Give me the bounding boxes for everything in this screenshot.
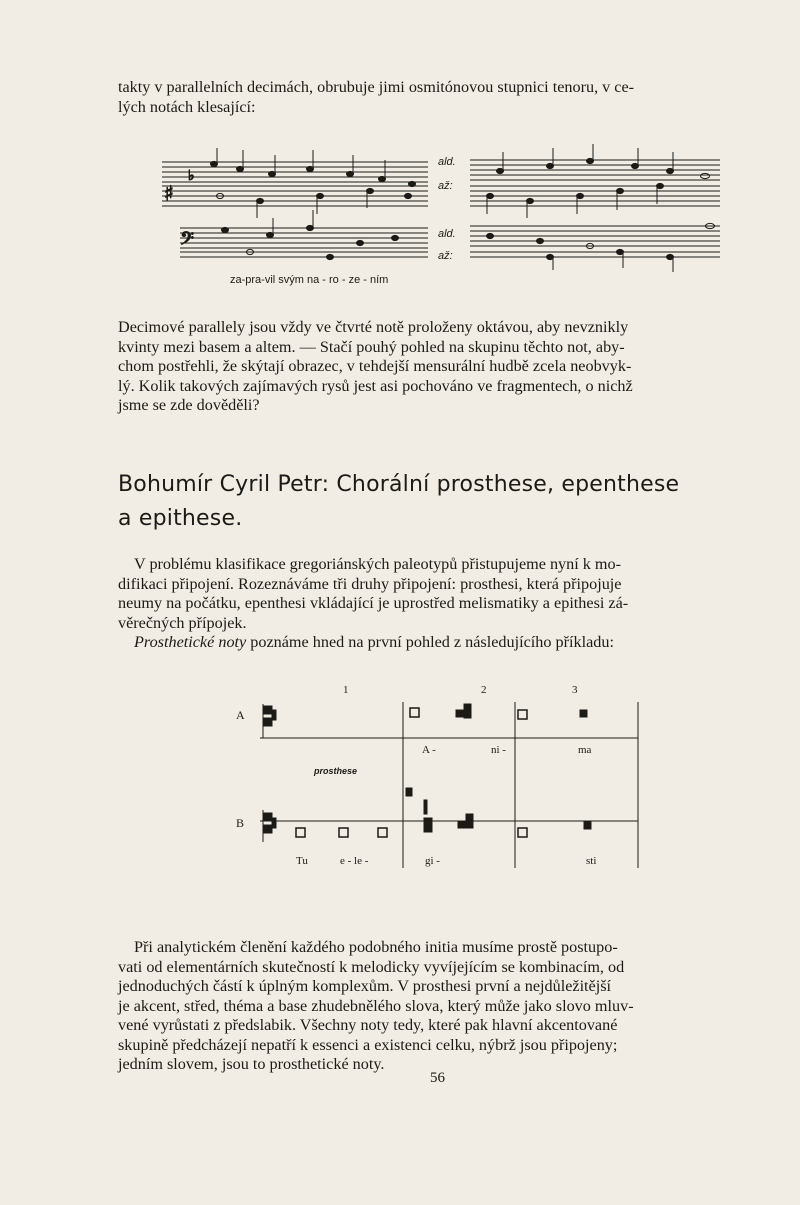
text-line: lých notách klesající: [118,97,256,116]
text-line: Při analytickém členění každého podobného initia musíme prostě postupo- [134,938,618,956]
lyric-syllable: ma [578,744,592,756]
intro-paragraph [118,78,768,117]
article-title-line: a epithese. [118,506,243,531]
text-line: jedním slovem, jsou to prosthetické noty. [118,1055,385,1073]
emphasized-term: Prosthetické noty [134,633,247,651]
text-line: vati od elementárních skutečností k melodicky vyvíjejícím se kombinacím, od [118,957,625,976]
column-number: 3 [572,684,578,696]
lyric-syllable: ni - [491,744,506,756]
lyric-syllable: gi - [425,855,440,867]
music-lyrics: za-pra-vil svým na - ro - ze - ním [230,274,389,286]
voice-label: až: [438,250,453,262]
row-label-b: B [236,816,245,830]
article-title-line: Bohumír Cyril Petr: Chorální prosthese, epenthese [118,472,680,497]
chant-notation-svg [228,680,648,880]
paragraph-analytic [118,938,768,1075]
paragraph-problem [118,555,768,653]
svg-text:♯: ♯ [164,181,174,205]
article-title [118,468,768,536]
text-line: V problému klasifikace gregoriánských paleotypů přistupujeme nyní k mo- [134,555,622,573]
text-line: jsme se zde dověděli? [118,396,260,414]
text-line: je akcent, střed, théma a base zhudebnělého slova, který může jako slovo mluv- [118,996,634,1015]
text-line: neumy na počátku, epenthesi vkládající je uprostřed melismatiky a epithesi zá- [118,594,629,612]
row-label-a: A [236,708,245,722]
prosthese-label: prosthese [314,766,358,776]
text-span: poznáme hned na první pohled z následujícího příkladu: [246,633,614,651]
text-line: takty v parallelních decimách, obrubuje jimi osmitónovou stupnici tenoru, v ce- [118,78,635,96]
text-line: difikaci připojení. Rozeznáváme tři druhy připojení: prosthesi, která připojuje [118,574,622,593]
text-line: chom postřehli, že skýtají obrazec, v tehdejší mensurální hudbě zcela neobvyk- [118,357,632,375]
column-number: 2 [481,684,487,696]
text-line: skupině předcházejí nepatří k essenci a existenci celku, nýbrž jsou připojeny; [118,1035,618,1054]
text-line [118,633,768,653]
svg-text:♭: ♭ [188,168,195,184]
svg-text:𝄢: 𝄢 [180,229,195,254]
chant-example [228,680,648,880]
page-number: 56 [430,1070,445,1086]
text-line: věrečných přípojek. [118,613,247,632]
voice-label: ald. [438,228,456,240]
voice-label: až: [438,180,453,192]
lyric-syllable: sti [586,855,597,867]
music-example-decimas [150,140,730,300]
text-line: jednoduchých částí k úplným komplexům. V prosthesi první a nejdůležitější [118,977,612,995]
paragraph-decimove [118,318,768,416]
lyric-syllable: Tu [296,855,308,867]
text-line: Decimové parallely jsou vždy ve čtvrté notě proloženy oktávou, aby nevznikly [118,318,629,336]
lyric-syllable: e - le - [340,855,369,867]
lyric-syllable: A - [422,744,436,756]
column-number: 1 [343,684,349,696]
text-line: vené vyrůstati z předslabik. Všechny noty tedy, které pak hlavní akcentované [118,1016,618,1034]
text-line: kvinty mezi basem a altem. — Stačí pouhý pohled na skupinu těchto not, aby- [118,337,625,356]
voice-label: ald. [438,156,456,168]
text-line: lý. Kolik takových zajímavých rysů jest asi pochováno ve fragmentech, o nichž [118,376,633,395]
